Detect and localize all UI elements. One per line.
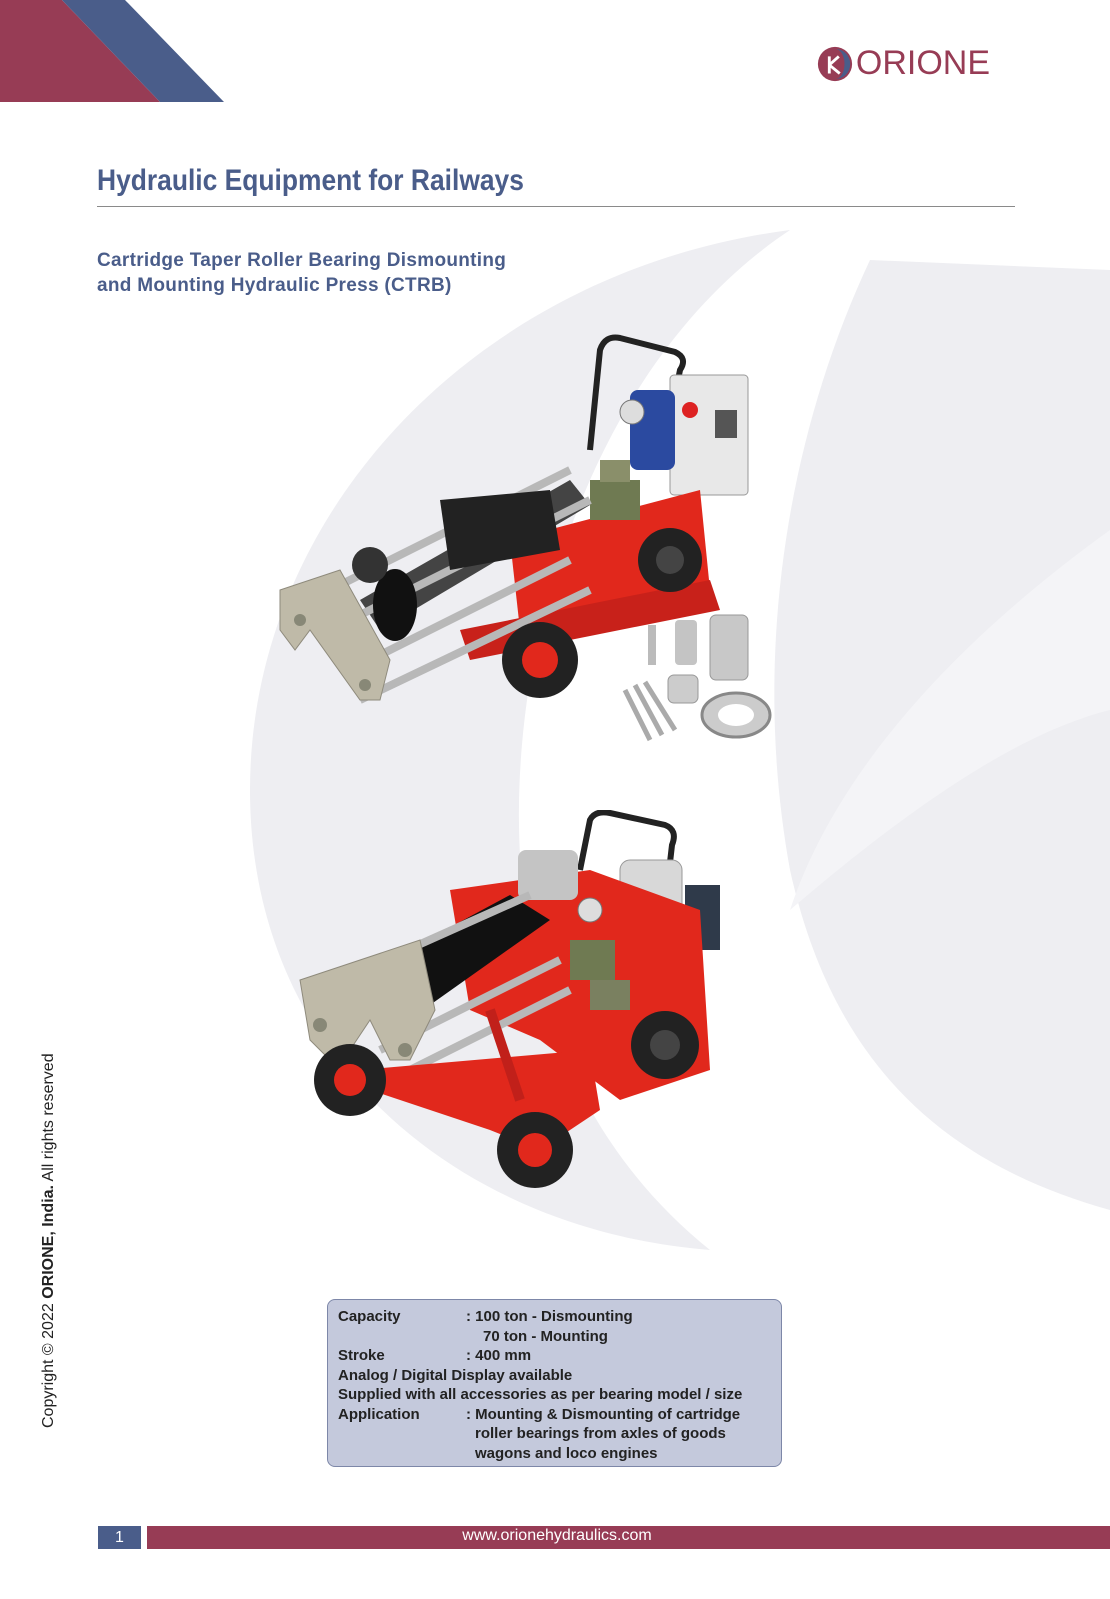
product-image-press-trolley — [290, 810, 760, 1230]
title-divider — [97, 206, 1015, 207]
spec-value: : 100 ton - Dismounting — [466, 1308, 633, 1325]
orione-logo-icon — [816, 45, 854, 83]
product-image-press-accessories — [270, 330, 790, 770]
subtitle-line: Cartridge Taper Roller Bearing Dismounting — [97, 250, 507, 271]
header-corner-graphic — [0, 0, 230, 102]
specifications-box — [327, 1299, 782, 1467]
spec-value: : Mounting & Dismounting of cartridge — [466, 1405, 741, 1423]
page-number: 1 — [98, 1526, 141, 1549]
copyright-company: ORIONE, India. — [40, 1185, 57, 1299]
website-link[interactable]: www.orionehydraulics.com — [462, 1527, 652, 1544]
spec-label: Application — [338, 1405, 420, 1423]
orione-logo — [816, 44, 990, 83]
page-title: Hydraulic Equipment for Railways — [97, 164, 524, 197]
spec-note: Supplied with all accessories as per bearing model / size — [338, 1386, 743, 1403]
subtitle-line: and Mounting Hydraulic Press (CTRB) — [97, 275, 452, 296]
spec-value: : 400 mm — [466, 1347, 532, 1364]
copyright-notice — [40, 1053, 58, 1428]
spec-value-continued: roller bearings from axles of goods — [475, 1425, 726, 1442]
spec-value-continued: 70 ton - Mounting — [483, 1327, 608, 1345]
spec-value-continued: wagons and loco engines — [475, 1444, 658, 1462]
orione-brand-text: ORIONE — [855, 44, 990, 82]
spec-row-stroke — [338, 1346, 771, 1366]
copyright-suffix: All rights reserved — [40, 1053, 57, 1185]
spec-row-application — [338, 1405, 771, 1425]
spec-label: Stroke — [338, 1347, 385, 1364]
copyright-prefix: Copyright © 2022 — [40, 1298, 57, 1428]
spec-row-capacity — [338, 1307, 771, 1327]
spec-note: Analog / Digital Display available — [338, 1366, 573, 1384]
product-subtitle — [97, 248, 506, 298]
spec-label: Capacity — [338, 1308, 401, 1325]
